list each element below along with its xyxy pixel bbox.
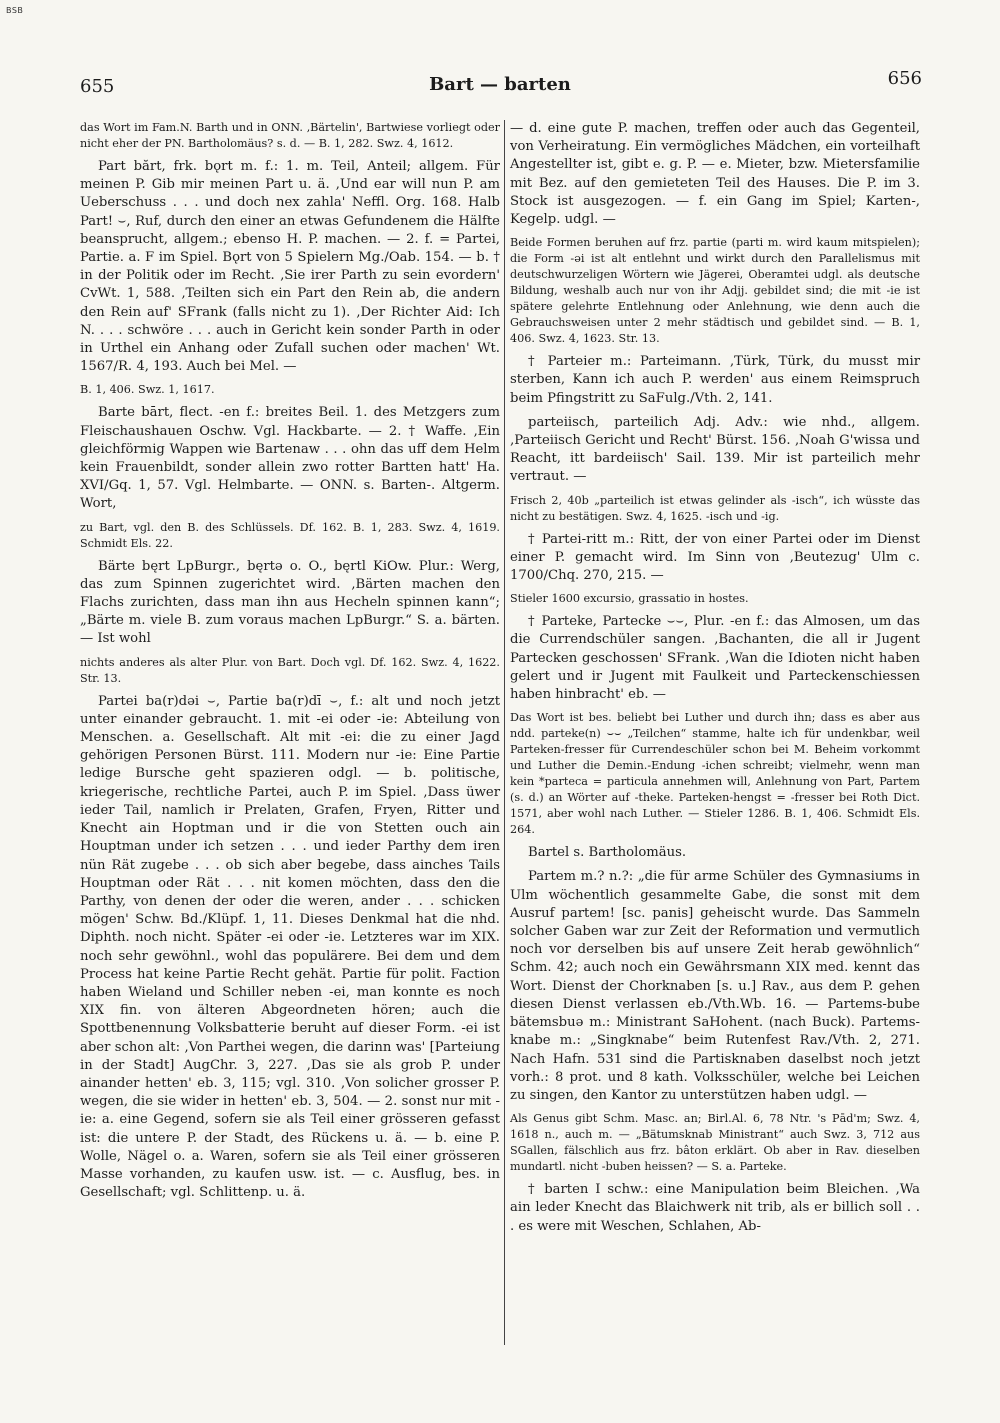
entry-paragraph: Das Wort ist bes. beliebt bei Luther und durch ihn; dass es aber aus ndd. parteke(n) ⌣⌣ „Teilchen“ stamme, halte ich für undenkbar, weil Parteken-fresser für Currendeschüler schon bei M. Beheim vorkommt und Luther die Demin.-Endung -ichen schreibt; vielmehr, wenn man kein *parteca = particula annehmen will, Anlehnung von Part, Partem (s. d.) an Wörter auf -theke. Parteken-hengst = -fresser bei Roth Dict. 1571, aber wohl nach Luther. — Stieler 1286. B. 1, 406. Schmidt Els. 264. bbox=[510, 711, 920, 837]
entry-paragraph: nichts anderes als alter Plur. von Bart. Doch vgl. Df. 162. Swz. 4, 1622. Str. 13. bbox=[80, 655, 500, 685]
page-header bbox=[0, 68, 1000, 104]
right-column bbox=[510, 120, 920, 1242]
entry-paragraph: parteiisch, parteilich Adj. Adv.: wie nhd., allgem. ‚Parteiisch Gericht und Recht' Bürst. 156. ‚Noah G'wissa und Reacht, itt bardeiisch' Sail. 139. Mir ist parteilich mehr vertraut. — bbox=[510, 414, 920, 485]
entry-paragraph: Partei ba(r)dəi ⌣, Partie ba(r)dī ⌣, f.: alt und noch jetzt unter einander gebraucht. 1. mit -ei oder -ie: Abteilung von Menschen. a. Gesellschaft. Alt mit -ei: die zu einer Jagd gehörigen Personen Bürst. 111. Modern nur -ie: Eine Partie ledige Bursche geht spazieren odgl. — b. politische, kriegerische, rechtliche Partei, auch P. im Spiel. ‚Dass üwer ieder Tail, namlich ir Prelaten, Grafen, Fryen, Ritter und Knecht ain Hoptman und ir die von Stetten ouch ain Houptman under ich setzen . . . und ieder Parthy dem iren nün Rät zugebe . . . ob sich aber begebe, dass ainches Tails Houptman oder Rät . . . nit komen möchten, dass den die Parthy, von denen der oder die weren, ander . . . schicken mögen' Schw. Bd./Klüpf. 1, 11. Dieses Denkmal hat die nhd. Diphth. noch nicht. Später -ei oder -ie. Letzteres war im XIX. noch sehr gewöhnl., wohl das populärere. Bei dem und dem Process hat keine Partie Recht gehät. Partie für polit. Faction haben Wieland und Schiller neben -ei, man konnte es noch XIX fin. von älteren Abgeordneten hören; auch die Spottbenennung Volksbatterie beruht auf dieser Form. -ei ist aber schon alt: ‚Von Parthei wegen, die darinn was' [Parteiung in der Stadt] AugChr. 3, 227. ‚Das sie als grob P. under ainander hetten' eb. 3, 115; vgl. 310. ‚Von solicher grosser P. wegen, die sie wider in hetten' eb. 3, 504. — 2. sonst nur mit -ie: a. eine Gegend, sofern sie als Teil einer grösseren gefasst ist: die untere P. der Stadt, des Rückens u. ä. — b. eine P. Wolle, Nägel o. a. Waren, sofern sie als Teil einer grösseren Masse vorhanden, zu kaufen usw. ist. — c. Ausflug, bes. in Gesellschaft; vgl. Schlittenp. u. ä. bbox=[80, 693, 500, 1201]
entry-paragraph: Als Genus gibt Schm. Masc. an; Birl.Al. 6, 78 Ntr. 's Pād'm; Swz. 4, 1618 n., auch m. — „Bätumsknab Ministrant“ auch Swz. 3, 712 aus SGallen, fälschlich aus frz. bâton erklärt. Ob aber in Rav. dieselben mundartl. nicht -buben heissen? — S. a. Parteke. bbox=[510, 1112, 920, 1174]
entry-paragraph: Partem m.? n.?: „die für arme Schüler des Gymnasiums in Ulm wöchentlich gesammelte Gabe, die sonst mit dem Ausruf partem! [sc. panis] geheischt wurde. Das Sammeln solcher Gaben war zur Zeit der Reformation und vermutlich noch vor derselben bis auf unsere Zeit herab gewöhnlich“ Schm. 42; auch noch ein Gewährsmann XIX med. kennt das Wort. Dienst der Chorknaben [s. u.] Rav., aus dem P. gehen diesen Dienst verlassen eb./Vth.Wb. 16. — Partems-bube bätemsbuə m.: Ministrant SaHohent. (nach Buck). Partems-knabe m.: „Singknabe“ beim Rutenfest Rav./Vth. 2, 271. Nach Hafn. 531 sind die Partisknaben daselbst noch jetzt vorh.: 8 prot. und 8 kath. Volksschüler, welche bei Leichen zu singen, den Kantor zu unterstützen haben udgl. — bbox=[510, 869, 920, 1103]
column-divider bbox=[504, 120, 505, 1345]
library-stamp: BSB bbox=[6, 6, 24, 15]
running-head: Bart — barten bbox=[429, 74, 571, 95]
entry-paragraph: † barten I schw.: eine Manipulation beim Bleichen. ‚Wa ain leder Knecht das Blaichwerk nit trib, als er billich soll . . . es were mit Weschen, Schlahen, Ab- bbox=[510, 1182, 920, 1234]
entry-paragraph: † Parteke, Partecke ⌣⌣, Plur. -en f.: das Almosen, um das die Currendschüler sangen. ‚Bachanten, die all ir Jugent Partecken geschossen' SFrank. ‚Wan die Idioten nicht haben gelert und ir Jugent mit Faulkeit und Parteckenschiessen haben hinbracht' eb. — bbox=[510, 614, 920, 703]
entry-paragraph: — d. eine gute P. machen, treffen oder auch das Gegenteil, von Verheiratung. Ein vermögliches Mädchen, ein vorteilhaft Angestellter ist, gibt e. g. P. — e. Mieter, bzw. Mietersfamilie mit Bez. auf den gemieteten Teil des Hauses. Die P. im 3. Stock ist ausgezogen. — f. ein Gang im Spiel; Karten-, Kegelp. udgl. — bbox=[510, 121, 920, 228]
entry-paragraph: B. 1, 406. Swz. 1, 1617. bbox=[80, 383, 215, 397]
entry-paragraph: Bärte bęrt LpBurgr., bęrtə o. O., bęrtl KiOw. Plur.: Werg, das zum Spinnen zugerichtet wird. ‚Bärten machen den Flachs zurichten, dass man ihn aus Hecheln spinnen kann“; „Bärte m. viele B. zum voraus machen LpBurgr.“ S. a. bärten. — Ist wohl bbox=[80, 558, 500, 647]
entry-paragraph: Stieler 1600 excursio, grassatio in hostes. bbox=[510, 592, 749, 606]
page-number-left: 655 bbox=[80, 76, 115, 97]
left-column bbox=[80, 120, 500, 1208]
entry-paragraph: Frisch 2, 40b „parteilich ist etwas gelinder als -isch“, ich wüsste das nicht zu bestätigen. Swz. 4, 1625. -isch und -ig. bbox=[510, 493, 920, 523]
page-number-right: 656 bbox=[887, 68, 922, 89]
entry-paragraph: † Parteier m.: Parteimann. ‚Türk, Türk, du musst mir sterben, Kann ich auch P. werden' aus einem Reimspruch beim Pfingstritt zu SaFulg./Vth. 2, 141. bbox=[510, 354, 920, 406]
entry-paragraph: Barte bārt, flect. -en f.: breites Beil. 1. des Metzgers zum Fleischaushauen Oschw. Vgl. Hackbarte. — 2. † Waffe. ‚Ein gleichförmig Wappen wie Bartenaw . . . ohn das uff dem Helm kein Frauenbildt, sonder allein zwo rotter Bartten hatt' Ha. XVI/Gq. 1, 57. Vgl. Helmbarte. — ONN. s. Barten-. Altgerm. Wort, bbox=[80, 405, 500, 512]
entry-paragraph: zu Bart, vgl. den B. des Schlüssels. Df. 162. B. 1, 283. Swz. 4, 1619. Schmidt Els. 22. bbox=[80, 520, 500, 550]
entry-paragraph: Bartel s. Bartholomäus. bbox=[528, 845, 687, 861]
entry-paragraph: Part bărt, frk. bǫrt m. f.: 1. m. Teil, Anteil; allgem. Für meinen P. Gib mir meinen Part u. ä. ‚Und ear will nun P. am Ueberschuss . . . und doch nex zahla' Neffl. Org. 168. Halb Part! ⌣, Ruf, durch den einer an etwas Gefundenem die Hälfte beansprucht, allgem.; ebenso H. P. machen. — 2. f. = Partei, Partie. a. F im Spiel. Bǫrt von 5 Spielern Mg./Oab. 154. — b. † in der Politik oder im Recht. ‚Sie irer Parth zu sein evordern' CvWt. 1, 588. ‚Teilten sich ein Part den Rein ab, die andern den Rein auf' SFrank (falls nicht zu 1). ‚Der Richter Aid: Ich N. . . . schwöre . . . auch in Gericht kein sonder Parth in oder in Urthel ein Anhang oder Zufall suchen oder machen' Wt. 1567/R. 4, 193. Auch bei Mel. — bbox=[80, 159, 500, 375]
entry-paragraph: das Wort im Fam.N. Barth und in ONN. ‚Bärtelin', Bartwiese vorliegt oder nicht eher der PN. Bartholomäus? s. d. — B. 1, 282. Swz. 4, 1612. bbox=[80, 121, 500, 150]
entry-paragraph: Beide Formen beruhen auf frz. partie (parti m. wird kaum mitspielen); die Form -əi ist alt entlehnt und wirkt durch den Parallelismus mit deutschwurzeligen Wörtern wie Jägerei, Oberamtei udgl. als deutsche Bildung, weshalb auch nur von ihr Adjj. gebildet sind; die mit -ie ist spätere gelehrte Entlehnung oder Anlehnung, wie denn auch die Gebrauchsweisen unter 2 mehr städtisch und gebildet sind. — B. 1, 406. Swz. 4, 1623. Str. 13. bbox=[510, 236, 920, 346]
entry-paragraph: † Partei-ritt m.: Ritt, der von einer Partei oder im Dienst einer P. gemacht wird. Im Sinn von ‚Beutezug' Ulm c. 1700/Chq. 270, 215. — bbox=[510, 531, 920, 584]
